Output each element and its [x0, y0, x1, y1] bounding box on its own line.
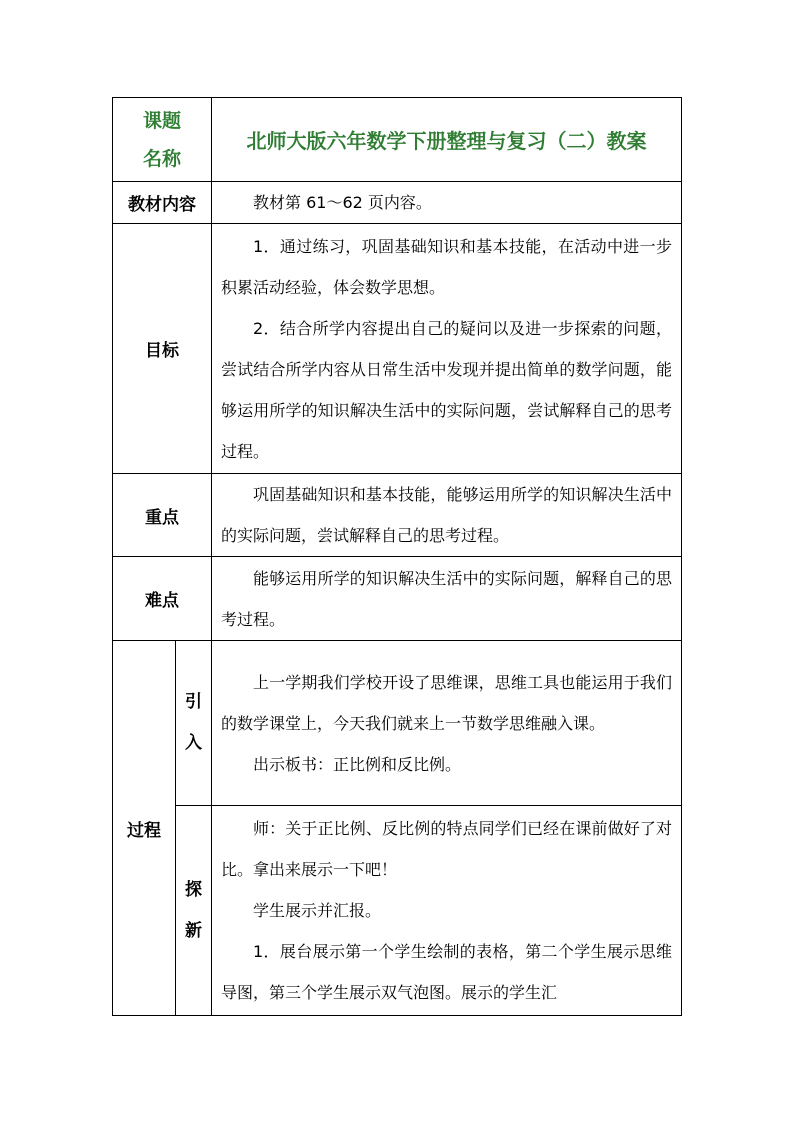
explore-label-line1: 探 — [185, 879, 202, 900]
lesson-title: 北师大版六年数学下册整理与复习（二）教案 — [212, 98, 682, 182]
intro-content — [212, 641, 682, 806]
key-points-content — [212, 474, 682, 557]
intro-label — [176, 641, 212, 806]
difficulties-text: 能够运用所学的知识解决生活中的实际问题，解释自己的思考过程。 — [221, 568, 673, 629]
title-label-cell — [113, 98, 212, 182]
process-label: 过程 — [113, 641, 176, 1016]
intro-label-line1: 引 — [185, 692, 202, 712]
intro-paragraph-2: 出示板书：正比例和反比例。 — [253, 754, 462, 774]
key-points-row — [113, 474, 682, 557]
process-intro-row — [113, 641, 682, 806]
materials-text: 教材第 61～62 页内容。 — [253, 193, 432, 212]
explore-label — [176, 806, 212, 1016]
key-points-text: 巩固基础知识和基本技能，能够运用所学的知识解决生活中的实际问题，尝试解释自己的思考过程。 — [221, 485, 673, 545]
explore-label-line2: 新 — [185, 920, 202, 941]
difficulties-row — [113, 557, 682, 641]
goal-paragraph-1: 1．通过练习，巩固基础知识和基本技能，在活动中进一步积累活动经验，体会数学思想。 — [221, 236, 673, 297]
difficulties-label: 难点 — [113, 557, 212, 641]
explore-paragraph-3: 1．展台展示第一个学生绘制的表格，第二个学生展示思维导图，第三个学生展示双气泡图。展示的学生汇 — [221, 942, 673, 1002]
explore-content — [212, 806, 682, 1016]
intro-label-line2: 入 — [185, 733, 202, 753]
goal-paragraph-2: 2．结合所学内容提出自己的疑问以及进一步探索的问题，尝试结合所学内容从日常生活中发现并提出简单的数学问题，能够运用所学的知识解决生活中的实际问题，尝试解释自己的思考过程。 — [221, 318, 673, 461]
title-label-line2: 名称 — [143, 147, 182, 170]
key-points-label: 重点 — [113, 474, 212, 557]
goals-label: 目标 — [113, 224, 212, 474]
difficulties-content — [212, 557, 682, 641]
title-label-line1: 课题 — [143, 109, 182, 132]
materials-row — [113, 182, 682, 224]
explore-paragraph-2: 学生展示并汇报。 — [253, 901, 382, 920]
goals-row — [113, 224, 682, 474]
intro-paragraph-1: 上一学期我们学校开设了思维课，思维工具也能运用于我们的数学课堂上，今天我们就来上一节数学思维融入课。 — [221, 672, 673, 733]
title-row — [113, 98, 682, 182]
lesson-plan-table — [112, 97, 682, 1016]
materials-label: 教材内容 — [113, 182, 212, 224]
explore-paragraph-1: 师：关于正比例、反比例的特点同学们已经在课前做好了对比。拿出来展示一下吧！ — [221, 819, 673, 879]
goals-content — [212, 224, 682, 474]
process-explore-row — [113, 806, 682, 1016]
materials-content — [212, 182, 682, 224]
